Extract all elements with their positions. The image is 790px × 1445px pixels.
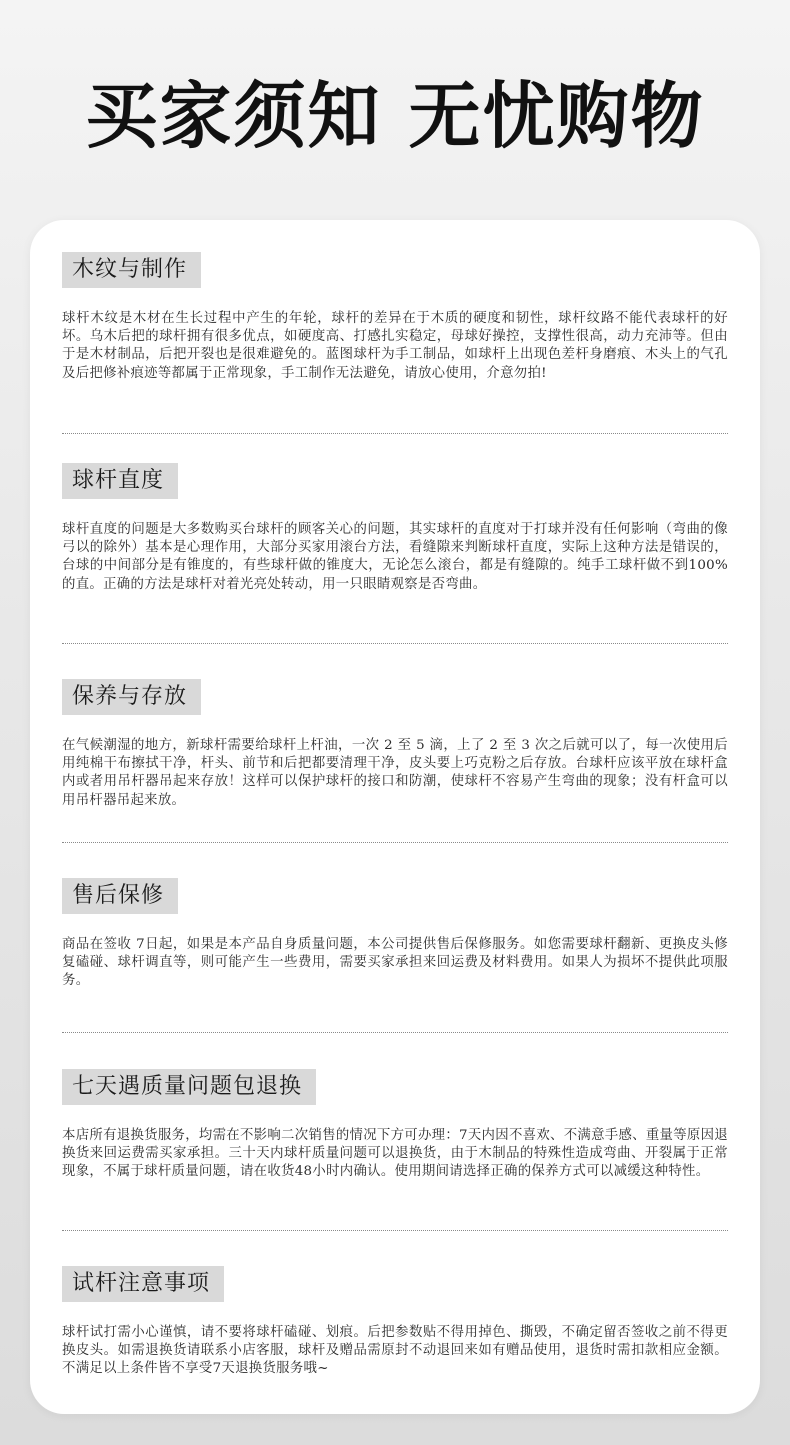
section-heading: 售后保修 bbox=[62, 878, 178, 914]
section-heading: 保养与存放 bbox=[62, 679, 201, 715]
section-body: 商品在签收 7日起，如果是本产品自身质量问题，本公司提供售后保修服务。如您需要球杆翻新、更换皮头修复磕碰、球杆调直等，则可能产生一些费用，需要买家承担来回运费及材料费用。如果人为损坏不提供此项服务。 bbox=[62, 937, 728, 989]
section-heading: 木纹与制作 bbox=[62, 252, 201, 288]
section-heading: 七天遇质量问题包退换 bbox=[62, 1069, 316, 1105]
section-divider bbox=[62, 1032, 728, 1033]
section-body: 球杆木纹是木材在生长过程中产生的年轮，球杆的差异在于木质的硬度和韧性，球杆纹路不能代表球杆的好坏。乌木后把的球杆拥有很多优点，如硬度高、打感扎实稳定，母球好操控，支撑性很高，动力充沛等。但由于是木材制品，后把开裂也是很难避免的。蓝图球杆为手工制品，如球杆上出现色差杆身磨痕、木头上的气孔及后把修补痕迹等都属于正常现象，手工制作无法避免，请放心使用，介意勿拍! bbox=[62, 311, 728, 381]
notice-card bbox=[30, 220, 760, 1414]
section-body: 球杆试打需小心谨慎，请不要将球杆磕碰、划痕。后把参数贴不得用掉色、撕毁，不确定留否签收之前不得更换皮头。如需退换货请联系小店客服，球杆及赠品需原封不动退回来如有赠品使用，退货时需扣款相应金额。不满足以上条件皆不享受7天退换货服务哦~ bbox=[62, 1325, 728, 1377]
section-after-sales bbox=[62, 878, 728, 991]
page-title: 买家须知 无忧购物 bbox=[85, 74, 705, 158]
section-seven-day-return bbox=[62, 1069, 728, 1182]
section-body: 球杆直度的问题是大多数购买台球杆的顾客关心的问题，其实球杆的直度对于打球并没有任何影响（弯曲的像弓以的除外）基本是心理作用，大部分买家用滚台方法，看缝隙来判断球杆直度，实际上这种方法是错误的，台球的中间部分是有锥度的，有些球杆做的锥度大，无论怎么滚台，都是有缝隙的。纯手工球杆做不到100%的直。正确的方法是球杆对着光亮处转动，用一只眼睛观察是否弯曲。 bbox=[62, 522, 728, 592]
section-divider bbox=[62, 643, 728, 644]
section-divider bbox=[62, 842, 728, 843]
section-heading: 球杆直度 bbox=[62, 463, 178, 499]
section-divider bbox=[62, 433, 728, 434]
section-straightness bbox=[62, 463, 728, 594]
section-divider bbox=[62, 1230, 728, 1231]
section-wood-grain bbox=[62, 252, 728, 383]
section-body: 在气候潮湿的地方，新球杆需要给球杆上杆油，一次 2 至 5 滴，上了 2 至 3 次之后就可以了，每一次使用后用纯棉干布擦拭干净，杆头、前节和后把都要清理干净，皮头要上巧克粉之后存放。台球杆应该平放在球杆盒内或者用吊杆器吊起来存放！这样可以保护球杆的接口和防潮，使球杆不容易产生弯曲的现象；没有杆盒可以用吊杆器吊起来放。 bbox=[62, 738, 728, 808]
section-trial-notes bbox=[62, 1266, 728, 1379]
section-body: 本店所有退换货服务，均需在不影响二次销售的情况下方可办理：7天内因不喜欢、不满意手感、重量等原因退换货来回运费需买家承担。三十天内球杆质量问题可以退换货，由于木制品的特殊性造成弯曲、开裂属于正常现象，不属于球杆质量问题，请在收货48小时内确认。使用期间请选择正确的保养方式可以减缓这种特性。 bbox=[62, 1128, 728, 1180]
section-maintenance bbox=[62, 679, 728, 810]
section-heading: 试杆注意事项 bbox=[62, 1266, 224, 1302]
